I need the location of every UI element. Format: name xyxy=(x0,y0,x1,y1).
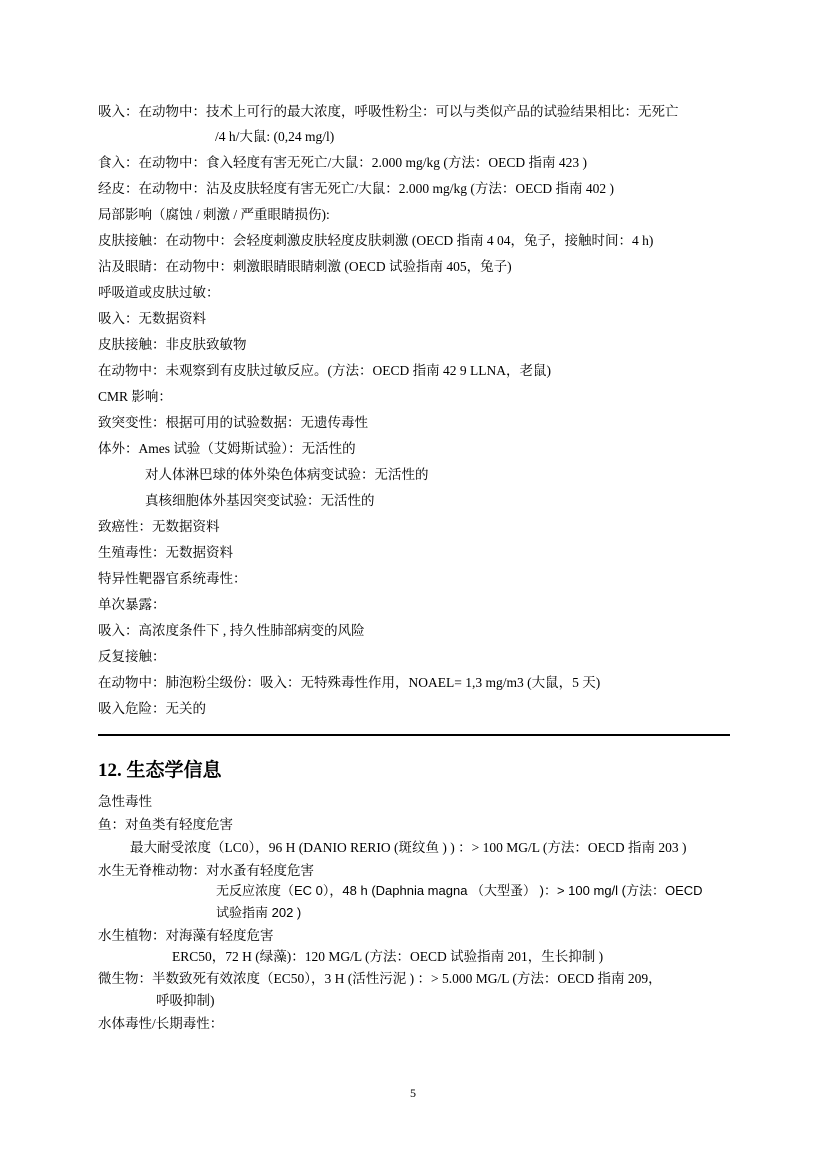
daphnia-line: 无反应浓度（EC 0），48 h (Daphnia magna （大型蚤） )：> 100 mg/l (方法：OECD xyxy=(216,883,703,898)
eye-contact-line: 沾及眼睛：在动物中：刺激眼睛眼睛刺激 (OECD 试验指南 405，兔子) xyxy=(98,259,512,274)
in-vitro-gene-mutation-line: 真核细胞体外基因突变试验：无活性的 xyxy=(145,493,375,508)
section-divider xyxy=(98,734,730,736)
fish-line: 鱼：对鱼类有轻度危害 xyxy=(98,817,233,832)
mutagenicity-line: 致突变性：根据可用的试验数据：无遗传毒性 xyxy=(98,415,368,430)
microorganisms-continuation: 呼吸抑制) xyxy=(156,993,215,1008)
aspiration-hazard-line: 吸入危险：无关的 xyxy=(98,701,206,716)
sensitization-heading: 呼吸道或皮肤过敏： xyxy=(98,285,220,300)
in-vitro-ames-line: 体外：Ames 试验（艾姆斯试验）：无活性的 xyxy=(98,441,356,456)
acute-toxicity-heading: 急性毒性 xyxy=(98,794,152,809)
carcinogenicity-line: 致癌性：无数据资料 xyxy=(98,519,220,534)
in-vitro-chromosome-line: 对人体淋巴球的体外染色体病变试验：无活性的 xyxy=(145,467,429,482)
single-exposure-heading: 单次暴露： xyxy=(98,597,166,612)
single-exposure-inhalation: 吸入：高浓度条件下 , 持久性肺部病变的风险 xyxy=(98,623,365,638)
daphnia-continuation: 试验指南 202 ) xyxy=(216,905,302,920)
skin-contact-line: 皮肤接触：在动物中：会轻度刺激皮肤轻度皮肤刺激 (OECD 指南 4 04，兔子，接触时间：4 h) xyxy=(98,233,654,248)
dermal-line: 经皮：在动物中：沾及皮肤轻度有害无死亡/大鼠：2.000 mg/kg (方法：OECD 指南 402 ) xyxy=(98,181,614,196)
cmr-heading: CMR 影响： xyxy=(98,389,172,404)
sensitization-inhalation: 吸入：无数据资料 xyxy=(98,311,206,326)
invertebrates-line: 水生无脊椎动物：对水蚤有轻度危害 xyxy=(98,863,314,878)
inhalation-line: 吸入：在动物中：技术上可行的最大浓度，呼吸性粉尘：可以与类似产品的试验结果相比：无死亡 xyxy=(98,104,679,119)
aquatic-plants-line: 水生植物：对海藻有轻度危害 xyxy=(98,928,274,943)
microorganisms-line: 微生物：半数致死有效浓度（EC50），3 H (活性污泥 ) ：> 5.000 MG/L (方法：OECD 指南 209， xyxy=(98,971,662,986)
section-12-heading: 12. 生态学信息 xyxy=(98,760,222,781)
local-effects-heading: 局部影响（腐蚀 / 刺激 / 严重眼睛损伤): xyxy=(98,207,330,222)
repeated-exposure-heading: 反复接触： xyxy=(98,649,166,664)
reproductive-toxicity-line: 生殖毒性：无数据资料 xyxy=(98,545,233,560)
ingestion-line: 食入：在动物中：食入轻度有害无死亡/大鼠：2.000 mg/kg (方法：OECD 指南 423 ) xyxy=(98,155,587,170)
long-term-toxicity-heading: 水体毒性/长期毒性： xyxy=(98,1016,224,1031)
inhalation-continuation: /4 h/大鼠: (0,24 mg/l) xyxy=(215,129,335,144)
algae-erc50-line: ERC50，72 H (绿藻)：120 MG/L (方法：OECD 试验指南 201，生长抑制 ) xyxy=(172,949,604,964)
fish-lc0-line: 最大耐受浓度（LC0），96 H (DANIO RERIO (斑纹鱼 ) ) ：> 100 MG/L (方法：OECD 指南 203 ) xyxy=(130,840,687,855)
stot-heading: 特异性靶器官系统毒性： xyxy=(98,571,247,586)
page-number: 5 xyxy=(410,1086,416,1100)
sensitization-skin: 皮肤接触：非皮肤致敏物 xyxy=(98,337,247,352)
repeated-exposure-animal: 在动物中：肺泡粉尘级份：吸入：无特殊毒性作用，NOAEL= 1,3 mg/m3 (大鼠，5 天) xyxy=(98,675,601,690)
sensitization-animal: 在动物中：未观察到有皮肤过敏反应。(方法：OECD 指南 42 9 LLNA，老鼠) xyxy=(98,363,551,378)
